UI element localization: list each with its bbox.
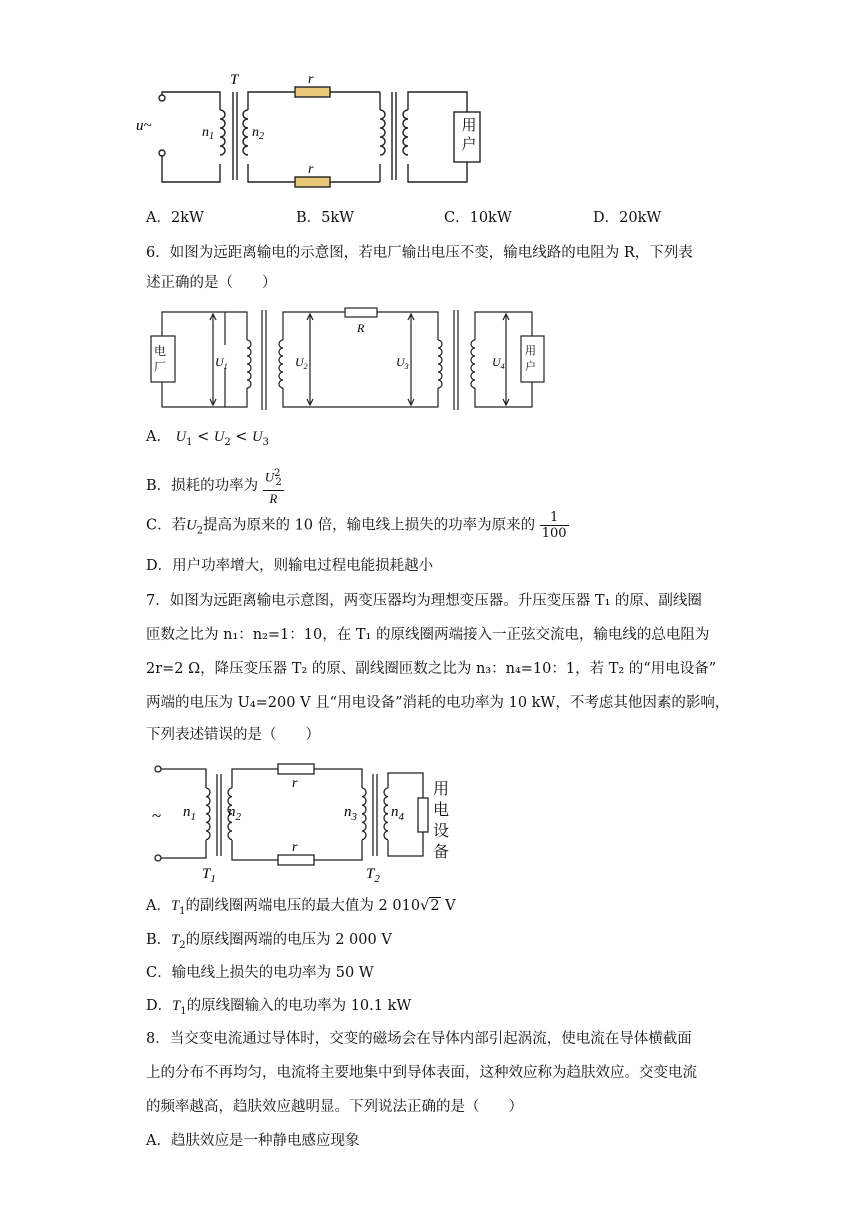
fig6-plant-label: 电厂 [154, 344, 167, 374]
q5-option-d[interactable]: D．20kW [593, 210, 662, 226]
q6-option-d[interactable]: D．用户功率增大，则输电过程电能损耗越小 [146, 558, 434, 574]
fig7-label-n4: $n_4$ [391, 804, 404, 823]
fig6-label-R: R [357, 321, 365, 335]
fig6-label-u2: $U_2$ [295, 355, 308, 371]
q8-stem-line3: 的频率越高，趋肤效应越明显。下列说法正确的是（ ） [146, 1099, 523, 1115]
q6-b-fraction: $\frac{U^2_2}{R}$ [264, 468, 282, 506]
fig7-label-n3: $n_3$ [344, 804, 357, 823]
q7-stem-line1: 7．如图为远距离输电示意图，两变压器均为理想变压器。升压变压器 T₁ 的原、副线圈 [146, 593, 702, 609]
q5-option-c[interactable]: C．10kW [444, 210, 512, 226]
fig5-label-u: u~ [136, 118, 152, 134]
q7-option-a[interactable]: A．$T_1$的副线圈两端电压的最大值为 2 010√2 V [146, 898, 456, 917]
q6-c-fraction: $\frac{1}{100}$ [541, 510, 567, 541]
fig7-label-T1: $T_1$ [202, 866, 216, 885]
fig5-label-T: T [230, 72, 239, 88]
fig5-label-n1: $n_1$ [202, 125, 214, 142]
fig7-device-label: 用 电 设 备 [433, 779, 450, 861]
fig5-label-r-top: r [308, 72, 314, 87]
q6-stem-line1: 6．如图为远距离输电的示意图，若电厂输出电压不变，输电线路的电阻为 R，下列表 [146, 245, 693, 261]
q7-stem-line5: 下列表述错误的是（ ） [146, 727, 320, 743]
fig7-label-T2: $T_2$ [366, 866, 380, 885]
q7-option-b[interactable]: B．$T_2$的原线圈两端的电压为 2 000 V [146, 932, 392, 951]
fig7-label-n1: $n_1$ [183, 804, 196, 823]
fig5-user-label: 用户 [461, 116, 477, 153]
fig7-label-r-bottom: r [292, 840, 298, 855]
q6-stem-line2: 述正确的是（ ） [146, 275, 277, 291]
fig5-label-n2: $n_2$ [252, 125, 264, 142]
q6-option-c[interactable]: C．若$U_2$提高为原来的 10 倍，输电线上损失的功率为原来的 $\frac{1}{100}$ [146, 510, 567, 541]
fig6-label-u3: $U_3$ [396, 355, 409, 371]
fig7-label-n2: $n_2$ [228, 804, 241, 823]
q6-option-a[interactable]: A． $U_1 < U_2 < U_3$ [146, 429, 269, 448]
fig7-label-r-top: r [292, 776, 298, 791]
figure-q5-circuit [130, 70, 490, 190]
q5-option-b[interactable]: B．5kW [296, 210, 355, 226]
fig6-user-label: 用户 [525, 344, 536, 373]
q8-stem-line2: 上的分布不再均匀，电流将主要地集中到导体表面，这种效应称为趋肤效应。交变电流 [146, 1065, 697, 1081]
fig6-label-u4: $U_4$ [492, 355, 505, 371]
q7-option-c[interactable]: C．输电线上损失的电功率为 50 W [146, 965, 374, 981]
fig5-label-r-bottom: r [308, 162, 314, 177]
q7-stem-line3: 2r=2 Ω，降压变压器 T₂ 的原、副线圈匝数之比为 n₃：n₄=10：1，若 T₂ 的“用电设备” [146, 661, 717, 677]
fig7-label-ac: ~ [152, 806, 162, 825]
q8-option-a[interactable]: A．趋肤效应是一种静电感应现象 [146, 1133, 360, 1149]
q7-stem-line2: 匝数之比为 n₁：n₂=1：10，在 T₁ 的原线圈两端接入一正弦交流电，输电线的总电阻为 [146, 627, 710, 643]
q6-option-b[interactable]: B．损耗的功率为 $\frac{U^2_2}{R}$ [146, 468, 282, 506]
fig6-label-u1: $U_1$ [215, 355, 228, 371]
q5-option-a[interactable]: A．2kW [146, 210, 204, 226]
figure-q7-circuit [140, 758, 470, 883]
q8-stem-line1: 8．当交变电流通过导体时，交变的磁场会在导体内部引起涡流，使电流在导体横截面 [146, 1031, 692, 1047]
q7-option-d[interactable]: D．$T_1$的原线圈输入的电功率为 10.1 kW [146, 998, 412, 1017]
q7-stem-line4: 两端的电压为 U₄=200 V 且“用电设备”消耗的电功率为 10 kW，不考虑其他因素的影响， [146, 695, 730, 711]
figure-q6-circuit [140, 300, 560, 415]
